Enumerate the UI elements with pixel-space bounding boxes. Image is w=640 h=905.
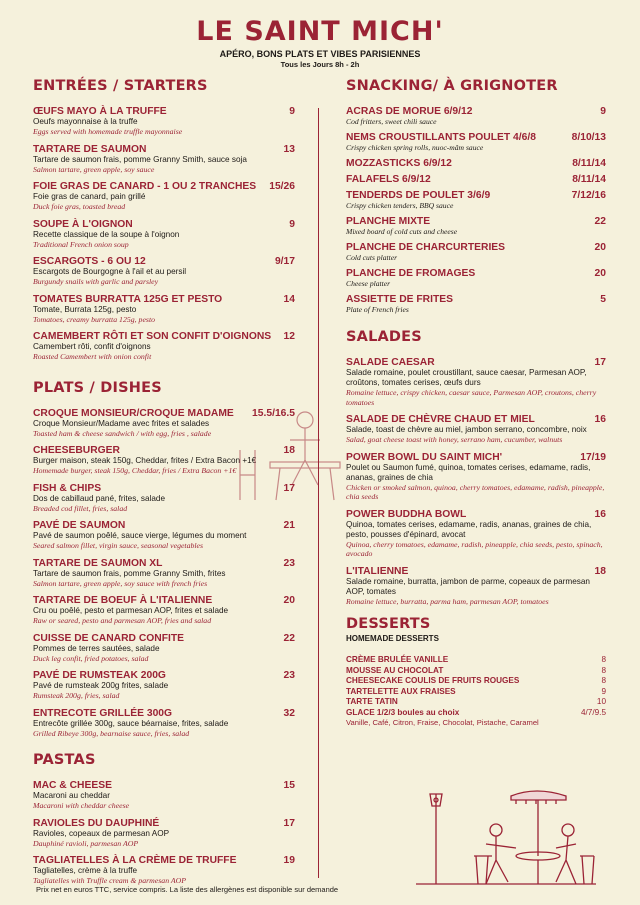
menu-item-name: TOMATES BURRATTA 125G ET PESTO [33,293,223,305]
menu-item-name: PLANCHE DE CHARCURTERIES [346,242,506,253]
section-title-desserts: DESSERTS [346,616,431,632]
menu-item-name: TARTARE DE SAUMON [33,143,147,155]
starters-list [33,106,295,362]
menu-item-header [33,558,295,569]
desserts-subtitle: HOMEMADE DESSERTS [346,634,439,643]
menu-item-price: 5 [600,294,606,305]
menu-item-name: CHEESEBURGER [33,445,120,456]
menu-item-header [346,132,606,143]
menu-item-name: FALAFELS 6/9/12 [346,174,431,185]
section-title-pastas: PASTAS [33,752,96,768]
menu-item [33,818,295,849]
menu-item-name: FISH & CHIPS [33,482,102,494]
menu-item [33,855,295,886]
snacking-list [346,106,606,315]
menu-item-name: ASSIETTE DE FRITES [346,294,453,305]
menu-item-price: 8/11/14 [572,158,606,169]
menu-item-description: Cheese platter [346,279,391,288]
menu-item [346,158,606,169]
menu-item-name: RAVIOLES DU DAUPHINÉ [33,817,160,829]
menu-item-description: Salade romaine, poulet croustillant, sauce caesar, Parmesan AOP, croûtons, tomates cerises, œufs durs [346,368,587,387]
menu-item-price: 17 [283,482,295,494]
menu-item-description: Poulet ou Saumon fumé, quinoa, tomates cerises, edamame, radis, ananas, graines de chia [346,462,591,482]
menu-item-price: 32 [283,707,295,719]
menu-item-description: Macaroni au cheddar [33,791,110,800]
menu-item-description: Ravioles, copeaux de parmesan AOP [33,828,170,838]
menu-item-description: Pavé de saumon poêlé, sauce vierge, légumes du moment [33,531,247,540]
menu-item [346,132,606,153]
menu-item-price: 23 [283,557,295,569]
menu-item [346,190,606,211]
menu-item-english: Chicken or smoked salmon, quinoa, cherry tomatoes, edamame, radish, pineapple, chia seeds [346,482,605,501]
menu-item-description: Pavé de rumsteak 200g frites, salade [33,681,169,690]
menu-item-price: 14 [283,293,295,305]
menu-item-header [33,633,295,644]
menu-item [346,452,606,502]
menu-item [346,216,606,237]
menu-item [346,509,606,559]
opening-hours: Tous les Jours 8h - 2h [280,60,360,69]
menu-item-description: Tartare de saumon frais, pomme Granny Smith, sauce soja [33,154,247,164]
menu-item-english: Roasted Camembert with onion confit [33,352,152,361]
menu-item-price: 15.5/16.5 [252,407,295,419]
restaurant-name: LE SAINT MICH' [196,16,444,47]
menu-item-price: 7/12/16 [571,190,606,201]
menu-item-header [33,855,295,866]
dessert-item [346,655,606,666]
menu-item-name: NEMS CROUSTILLANTS POULET 4/6/8 [346,132,536,143]
starters-section [33,78,295,362]
menu-item-english: Macaroni with cheddar cheese [33,801,130,810]
dessert-name: CRÈME BRULÉE VANILLE [346,655,449,664]
menu-item-name: ŒUFS MAYO À LA TRUFFE [33,106,167,117]
menu-item-price: 17 [283,817,295,829]
menu-item-price: 9 [289,106,295,117]
menu-item-description: Crispy chicken tenders, BBQ sauce [346,201,454,210]
menu-item-description: Plate of French fries [346,305,409,314]
menu-item-description: Tartare de saumon frais, pomme Granny Smith, frites [33,568,226,578]
dessert-item [346,666,606,677]
menu-item-description: Mixed board of cold cuts and cheese [346,227,458,236]
salades-list [346,357,606,606]
menu-item-english: Traditional French onion soup [33,239,129,249]
menu-item-english: Dauphiné ravioli, parmesan AOP [33,838,139,848]
menu-item-header [346,158,606,169]
menu-item-description: Crispy chicken spring rolls, nuoc-mâm sauce [346,143,484,152]
menu-item-price: 22 [283,632,295,644]
dessert-item [346,676,606,687]
menu-item-header [33,144,295,155]
footer-note: Prix net en euros TTC, service compris. La liste des allergènes est disponible sur demande [36,885,339,894]
menu-item-header [346,294,606,305]
menu-item-name: PAVÉ DE SAUMON [33,520,126,531]
menu-item-description: Foie gras de canard, pain grillé [33,192,146,201]
menu-item-name: CAMEMBERT RÔTI ET SON CONFIT D'OIGNONS [33,331,272,342]
menu-item [33,520,295,551]
menu-item-description: Salade romaine, burratta, jambon de parme, copeaux de parmesan AOP, tomates [346,576,590,596]
menu-item-name: ENTRECOTE GRILLÉE 300G [33,707,173,719]
dessert-name: TARTE TATIN [346,697,398,706]
menu-item-english: Burgundy snails with garlic and parsley [33,277,159,286]
menu-item-english: Breaded cod fillet, fries, salad [33,503,128,513]
menu-item-english: Duck foie gras, toasted bread [33,202,126,211]
menu-item [33,670,295,701]
dessert-name: MOUSSE AU CHOCOLAT [346,665,444,675]
right-column [346,78,606,727]
menu-item [346,566,606,607]
menu-item-price: 17/19 [580,451,606,463]
menu-item-description: Croque Monsieur/Madame avec frites et salades [33,418,210,428]
menu-item [33,633,295,664]
menu-item-english: Tagliatelles with Truffle cream & parmesan AOP [33,876,187,885]
menu-item-price: 8/10/13 [571,132,606,143]
menu-item [33,708,295,739]
menu-item-description: Dos de cabillaud pané, frites, salade [33,493,165,503]
menu-item-name: TARTARE DE BOEUF À L'ITALIENNE [33,595,213,606]
menu-item-header [33,106,295,117]
menu-item-description: Cold cuts platter [346,253,398,262]
menu-item-english: Rumsteak 200g, fries, salad [33,691,120,700]
menu-item-description: Salade, toast de chèvre au miel, jambon serrano, concombre, noix [346,425,587,434]
dessert-price: 8 [601,665,606,675]
menu-item [33,106,295,137]
menu-item-name: CUISSE DE CANARD CONFITE [33,632,185,644]
menu-item-english: Tomatoes, creamy burratta 125g, pesto [33,314,156,324]
menu-item-name: PLANCHE DE FROMAGES [346,268,476,279]
menu-item [346,106,606,127]
menu-item-name: TARTARE DE SAUMON XL [33,557,163,569]
menu-item-english: Raw or seared, pesto and parmesan AOP, fries and salad [33,616,212,625]
menu-item-english: Salad, goat cheese toast with honey, serrano ham, cucumber, walnuts [346,435,563,444]
menu-item-description: Cod fritters, sweet chili sauce [346,117,437,126]
ice-cream-flavors: Vanille, Café, Citron, Fraise, Chocolat, Pistache, Caramel [346,718,539,727]
menu-item-price: 8/11/14 [572,174,606,185]
menu-item-price: 16 [594,508,606,520]
menu-item-english: Salmon tartare, green apple, soy sauce with french fries [33,578,208,588]
desserts-list [346,655,606,718]
menu-item-name: PAVÉ DE RUMSTEAK 200G [33,670,166,681]
section-title-snacking: SNACKING/ À GRIGNOTER [346,78,558,94]
menu-item-english: Duck leg confit, fried potatoes, salad [33,653,149,663]
menu-item-description: Tomate, Burrata 125g, pesto [33,304,137,314]
menu-item-price: 18 [594,565,606,577]
menu-item-header [346,216,606,227]
menu-item-english: Quinoa, cherry tomatoes, edamame, radish, pineapple, chia seeds, pesto, spinach, avocado [346,539,603,558]
dessert-item [346,697,606,708]
menu-item-header [33,670,295,681]
menu-item-english: Romaine lettuce, crispy chicken, caesar sauce, Parmesan AOP, croutons, cherry tomatoes [346,388,597,407]
menu-item [33,144,295,175]
menu-item-price: 9 [600,106,606,117]
menu-item-price: 9 [289,218,295,230]
menu-item [33,256,295,287]
menu-item [33,181,295,212]
menu-item [33,780,295,811]
menu-item-header [346,566,606,577]
menu-item-name: SALADE CAESAR [346,357,435,368]
menu-item-name: SOUPE À L'OIGNON [33,218,133,230]
menu-item-name: MAC & CHEESE [33,780,112,791]
menu-item [346,357,606,407]
menu-item-description: Tagliatelles, crème à la truffe [33,866,138,875]
menu-item-header [346,357,606,368]
menu-item-description: Quinoa, tomates cerises, edamame, radis, ananas, graines de chia, pesto, pousses d'épinard, avocat [346,519,592,539]
menu-item-price: 9/17 [274,256,295,267]
dessert-item [346,687,606,698]
menu-item-price: 18 [283,445,295,456]
salades-section [346,329,606,606]
menu-item-header [33,181,295,192]
menu-item-description: Camembert rôti, confit d'oignons [33,342,151,351]
dessert-price: 8 [601,676,606,685]
desserts-section [346,616,606,727]
menu-item-english: Salmon tartare, green apple, soy sauce [33,164,155,174]
menu-item-header [346,509,606,520]
menu-item-name: CROQUE MONSIEUR/CROQUE MADAME [33,407,234,419]
menu-item-english: Seared salmon fillet, virgin sauce, seasonal vegetables [33,541,204,550]
menu-item-name: FOIE GRAS DE CANARD - 1 OU 2 TRANCHES [33,181,257,192]
menu-item-description: Escargots de Bourgogne à l'ail et au persil [33,267,187,276]
menu-item-name: MOZZASTICKS 6/9/12 [346,158,452,169]
menu-item-header [33,256,295,267]
menu-item-english: Romaine lettuce, burratta, parma ham, parmesan AOP, tomatoes [346,596,549,606]
dessert-name: GLACE 1/2/3 boules au choix [346,707,460,717]
menu-item-name: TAGLIATELLES À LA CRÈME DE TRUFFE [33,855,237,866]
menu-item-name: SALADE DE CHÈVRE CHAUD ET MIEL [346,414,535,425]
menu-item-name: POWER BUDDHA BOWL [346,508,467,520]
menu-item-price: 20 [283,595,295,606]
dessert-item [346,708,606,719]
menu-item [33,331,295,362]
menu-item-name: L'ITALIENNE [346,565,409,577]
menu-item-header [346,268,606,279]
menu-item [346,174,606,185]
menu-item-header [33,520,295,531]
menu-item-price: 17 [594,357,606,368]
menu-item-price: 22 [594,216,606,227]
menu-item-price: 21 [283,520,295,531]
menu-item [33,595,295,626]
menu-item-price: 13 [283,143,295,155]
menu-item-name: POWER BOWL DU SAINT MICH' [346,451,503,463]
menu-item-price: 16 [594,414,606,425]
menu-item-header [33,708,295,719]
menu-item-header [33,331,295,342]
menu-item-name: PLANCHE MIXTE [346,216,431,227]
menu-item-price: 23 [283,670,295,681]
menu-item-header [346,242,606,253]
menu-item-header [346,190,606,201]
menu-item [346,268,606,289]
section-title-starters: ENTRÉES / STARTERS [33,78,208,94]
menu-item-header [33,818,295,829]
section-title-plats: PLATS / DISHES [33,379,162,396]
menu-item-description: Recette classique de la soupe à l'oignon [33,229,180,239]
menu-header [0,16,640,69]
dessert-name: CHEESECAKE COULIS DE FRUITS ROUGES [346,676,520,685]
dessert-price: 8 [601,655,606,664]
menu-item [33,294,295,325]
menu-item [33,219,295,250]
menu-item-header [346,414,606,425]
menu-item-name: TENDERDS DE POULET 3/6/9 [346,190,491,201]
section-title-salades: SALADES [346,329,422,345]
menu-item [33,558,295,589]
menu-item-price: 19 [283,855,295,866]
menu-item-header [346,106,606,117]
menu-item-header [33,219,295,230]
menu-item-header [33,595,295,606]
menu-item-description: Entrecôte grillée 300g, sauce béarnaise, frites, salade [33,718,229,728]
cafe-terrace-illustration [416,786,596,886]
dessert-price: 10 [596,697,606,706]
pastas-section [33,752,295,886]
menu-item-price: 20 [594,268,606,279]
menu-item [346,414,606,445]
pastas-list [33,780,295,886]
menu-item-header [33,780,295,791]
snacking-section [346,78,606,315]
menu-item-description: Pommes de terres sautées, salade [33,643,160,653]
menu-item-english: Grilled Ribeye 300g, bearnaise sauce, fries, salad [33,728,190,738]
menu-item-header [346,452,606,463]
menu-item-english: Eggs served with homemade truffle mayonnaise [33,127,183,136]
menu-item-name: ESCARGOTS - 6 OU 12 [33,256,146,267]
menu-item-english: Homemade burger, steak 150g, Cheddar, fries / Extra Bacon +1€ [33,466,237,475]
menu-item-price: 12 [283,331,295,342]
menu-item-description: Cru ou poêlé, pesto et parmesan AOP, frites et salade [33,606,229,615]
menu-item-price: 15 [283,780,295,791]
menu-item-price: 15/26 [269,181,295,192]
menu-item [346,242,606,263]
menu-item-price: 20 [594,242,606,253]
menu-item [346,294,606,315]
tagline: APÉRO, BONS PLATS ET VIBES PARISIENNES [219,49,421,59]
menu-item-header [33,294,295,305]
dessert-price: 9 [601,686,606,696]
menu-item-name: ACRAS DE MORUE 6/9/12 [346,106,473,117]
menu-item-description: Oeufs mayonnaise à la truffe [33,117,138,126]
menu-item-header [346,174,606,185]
faded-cafe-illustration [230,400,380,510]
dessert-price: 4/7/9.5 [580,707,606,717]
dessert-name: TARTELETTE AUX FRAISES [346,686,456,696]
menu-item-english: Toasted ham & cheese sandwich / with egg, fries , salade [33,428,212,438]
menu-item-description: Burger maison, steak 150g, Cheddar, frites / Extra Bacon +1€ [33,456,257,465]
